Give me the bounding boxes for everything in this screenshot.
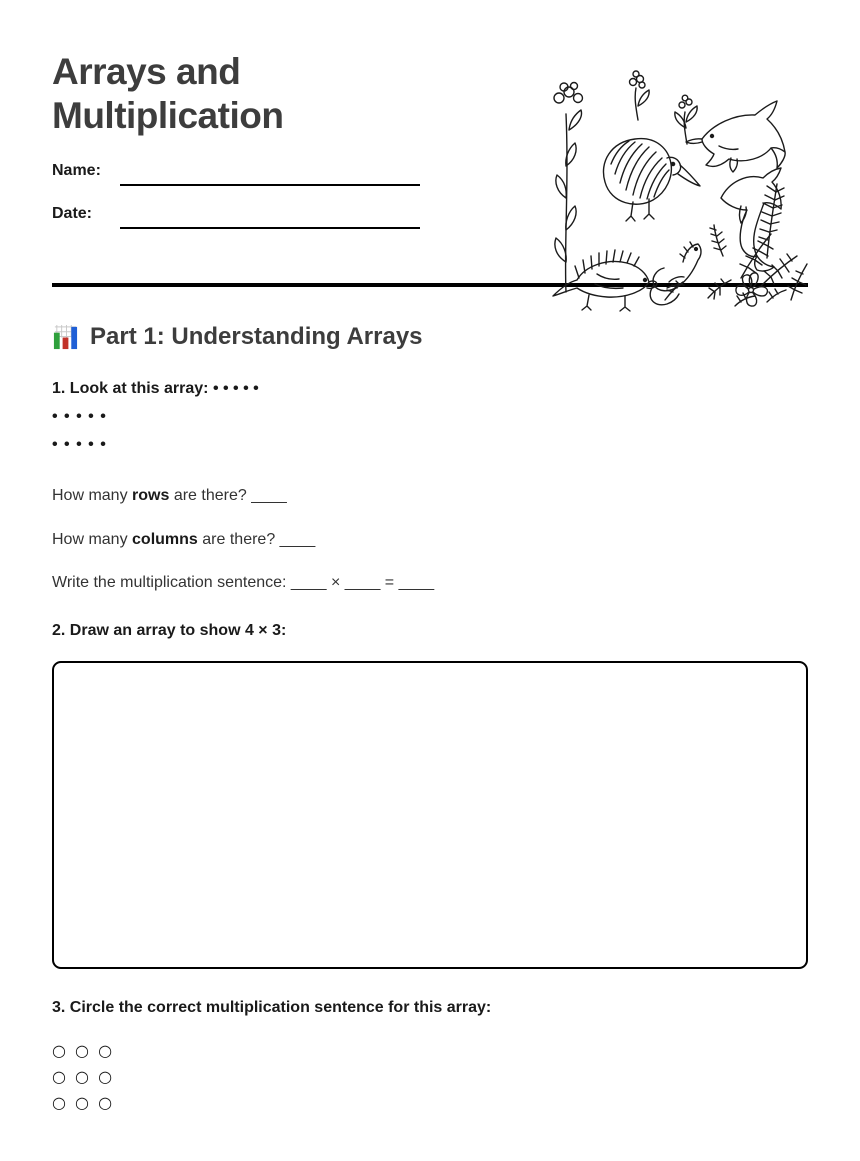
page-title [52, 0, 482, 138]
multiplication-sentence-prompt: Write the multiplication sentence: ____ × ____ = ____ [52, 574, 435, 591]
columns-question-suffix: are there? ____ [197, 531, 316, 548]
animals-line-art-svg [545, 62, 812, 315]
columns-word: columns [132, 531, 198, 548]
array-circle-row: ○ ○ ○ [52, 1041, 115, 1060]
part1-heading-label: Part 1: Understanding Arrays [90, 323, 423, 350]
array-dot-row: • • • • • [52, 408, 107, 425]
kiwi-illustration [603, 139, 700, 221]
date-label: Date: [52, 205, 93, 222]
columns-question [52, 531, 808, 549]
spiny-lizard-illustration [553, 250, 657, 311]
rows-question [52, 487, 808, 505]
worksheet-header [52, 0, 808, 223]
name-input-line[interactable] [120, 162, 420, 186]
columns-question-prefix: How many [52, 531, 133, 548]
sprig-illustration [665, 281, 683, 300]
flower-stem-illustration [554, 83, 583, 293]
bar-chart-icon [52, 324, 79, 351]
name-label: Name: [52, 162, 101, 179]
title-line-1: Arrays and [52, 51, 241, 92]
fern-sprig-illustration [708, 225, 731, 299]
question-2-prompt: 2. Draw an array to show 4 × 3: [52, 622, 287, 639]
question-1-prompt: 1. Look at this array: • • • • • [52, 380, 259, 397]
title-line-2: Multiplication [52, 95, 284, 136]
array-dot-row: • • • • • [52, 436, 107, 453]
small-flower-illustration [630, 71, 650, 120]
curled-lizard-illustration [650, 242, 701, 305]
small-flower-2-illustration [675, 95, 697, 144]
dolphin-illustration [686, 101, 785, 172]
name-field-row [52, 162, 420, 180]
rows-question-suffix: are there? ____ [169, 487, 287, 504]
animals-illustration [545, 62, 812, 315]
question-3-prompt: 3. Circle the correct multiplication sentence for this array: [52, 999, 492, 1016]
draw-array-box[interactable] [52, 661, 808, 969]
date-field-row [52, 205, 420, 223]
rows-word: rows [132, 487, 170, 504]
array-circle-row: ○ ○ ○ [52, 1067, 115, 1086]
rows-question-prefix: How many [52, 487, 133, 504]
part1-heading [52, 323, 808, 351]
flower-cluster-illustration [735, 234, 807, 306]
date-input-line[interactable] [120, 205, 420, 229]
array-circle-row: ○ ○ ○ [52, 1093, 115, 1112]
